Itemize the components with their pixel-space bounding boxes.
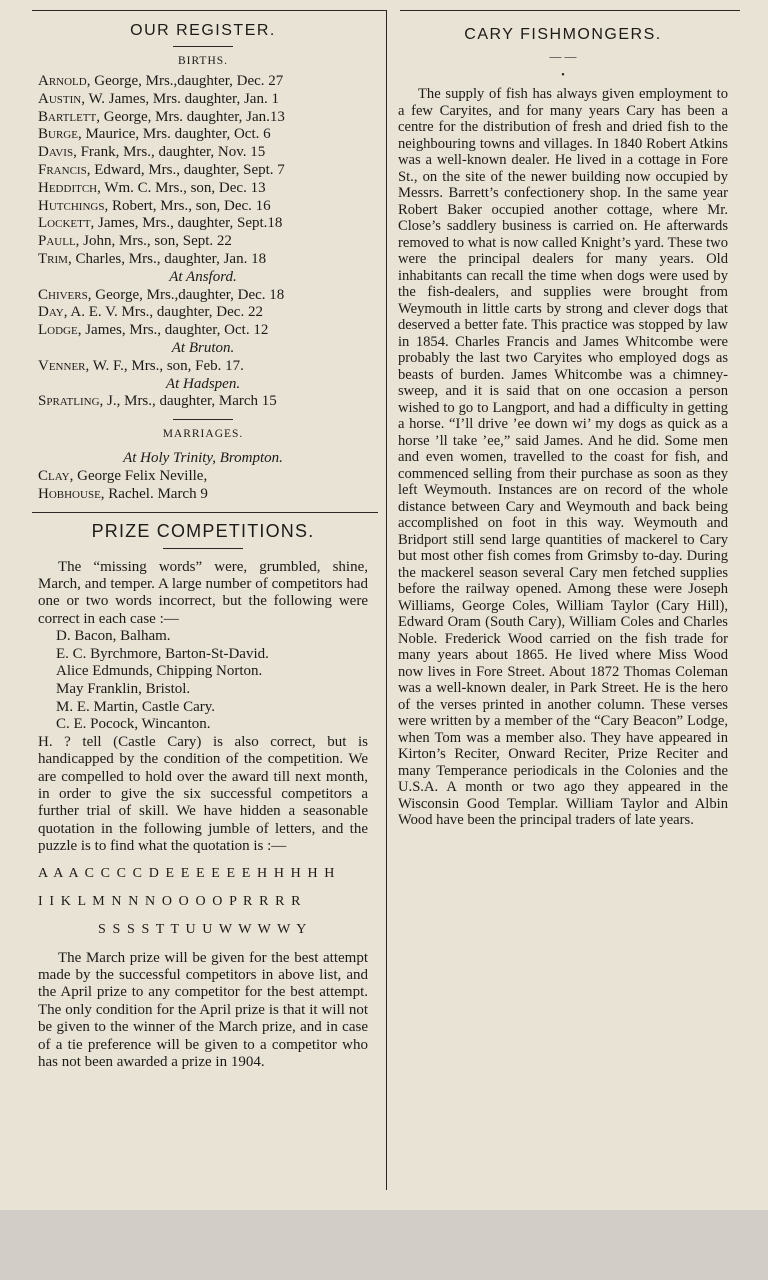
birth-entry: Davis, Frank, Mrs., daughter, Nov. 15: [38, 144, 266, 161]
birth-entry: Venner, W. F., Mrs., son, Feb. 17.: [38, 357, 244, 374]
register-title: OUR REGISTER.: [130, 22, 276, 39]
marriage-entry: Hobhouse, Rachel. March 9: [38, 485, 208, 502]
ornament-dot: •: [561, 70, 565, 81]
top-rule-right: [400, 10, 740, 11]
birth-entry: Trim, Charles, Mrs., daughter, Jan. 18: [38, 250, 267, 267]
birth-entry: Paull, John, Mrs., son, Sept. 22: [38, 233, 232, 250]
winner-item: Alice Edmunds, Chipping Norton.: [56, 663, 263, 680]
fish-title-dash: — —: [549, 49, 577, 63]
winner-item: E. C. Byrchmore, Barton-St-David.: [56, 645, 269, 662]
births-heading: BIRTHS.: [177, 55, 229, 67]
births-list: [38, 73, 368, 411]
prize-title-rule: [163, 548, 243, 549]
prize-closing: The March prize will be given for the best attempt made by the successful competitors in above list, and the April prize to any competitor for the best attempt. The only condition for the April prize is that it will not be given to the winner of the March prize, and in case of a tie preference will be given to a competitor who has not been awarded a prize in 1904.: [38, 949, 368, 1070]
birth-entry: Burge, Maurice, Mrs. daughter, Oct. 6: [38, 126, 271, 143]
prize-intro: The “missing words” were, grumbled, shine, March, and temper. A large number of competitors had one or two words incorrect, but the following were correct in each case :—: [38, 558, 368, 627]
fish-article-body: The supply of fish has always given employment to a few Caryites, and for many years Cary has been a centre for the distribution of fresh and dried fish to the neighbouring towns and villages. In 1840 Robert Atkins was a well-known dealer. He lived in a cottage in Fore St., on the site of the newer building now occupied by Messrs. Barrett’s confectionery shop. In the same year Robert Baker occupied another cottage, where Mr. Close’s saddlery business is carried on. He afterwards removed to what is now called Knight’s yard. These two were the principal dealers for many years. Old inhabitants can recall the time when dogs were used by the fish-dealers, and supplies were brought from Weymouth in little carts by strong and clever dogs that deserved a better fate. This practice was stopped by law in 1854. Charles Francis and James Whitcombe were probably the last two Caryites who employed dogs as beasts of burden. James Whitcombe was a chimney-sweep, and it is said that on one occasion a person wished to go to Langport, and had a difficulty in getting a horse. “I’ll drive ’ee down wi’ my dogs as quick as a horse ’ll take ’ee,” said James. And he did. Some men and even women, travelled to the coast for fish, and commenced selling from their purchase as soon as they left Weymouth. Instances are on record of the whole distance between Cary and Weymouth and back being accomplished on foot in this way. Weymouth and Bridport still send large quantities of mackerel to Cary but most other fish comes from Grimsby to-day. During the mackerel season several Cary men fetched supplies before the railway opened. Among these were Joseph Williams, George Coles, William Taylor (Cary Hill), Edward Oram (South Cary), William Coles and Charles Noble. Frederick Wood carried on the fish trade for many years about 1865. He lived where Miss Wood now lives in Fore Street. About 1872 Thomas Coleman was a well-known dealer, in Park Street. He is the hero of the verses printed in another column. These verses were written by a member of the “Cary Beacon” Lodge, when Tom was a member also. They have appeared in Kirton’s Reciter, Onward Reciter, Prize Reciter and many Temperance periodicals in the Colonies and the U.S.A. A month or two ago they appeared in the Wisconsin Good Templar. William Taylor and Albin Wood have been the principal traders of late years.: [398, 86, 728, 828]
prize-title: PRIZE COMPETITIONS.: [91, 520, 315, 541]
birth-entry: Chivers, George, Mrs.,daughter, Dec. 18: [38, 286, 285, 303]
left-column: [38, 18, 368, 1071]
section-separator: [32, 512, 378, 513]
marriage-place: At Holy Trinity, Brompton.: [123, 450, 283, 467]
birth-entry: Day, A. E. V. Mrs., daughter, Dec. 22: [38, 304, 263, 321]
place-ansford: At Ansford.: [169, 268, 237, 285]
birth-entry: Austin, W. James, Mrs. daughter, Jan. 1: [38, 90, 279, 107]
birth-entry: Arnold, George, Mrs.,daughter, Dec. 27: [38, 73, 284, 89]
birth-entry: Lodge, James, Mrs., daughter, Oct. 12: [38, 322, 269, 339]
page-edge: [0, 1210, 768, 1280]
birth-entry: Lockett, James, Mrs., daughter, Sept.18: [38, 215, 283, 232]
prize-follow: H. ? tell (Castle Cary) is also correct, but is handicapped by the condition of the competition. We are compelled to hold over the award till next month, in order to give the six successful competitors a further trial of skill. We have hidden a seasonable quotation in the following jumble of letters, and the puzzle is to find what the quotation is :—: [38, 733, 368, 855]
marriage-entry: Clay, George Felix Neville,: [38, 467, 208, 484]
letter-jumble-line: A A A C C C C D E E E E E E H H H H H: [38, 865, 336, 881]
column-divider: [386, 10, 387, 1190]
register-title-rule: [173, 46, 233, 47]
top-rule-left: [32, 10, 386, 11]
winner-item: M. E. Martin, Castle Cary.: [56, 698, 216, 715]
marriages-rule: [173, 419, 233, 420]
place-bruton: At Bruton.: [171, 339, 235, 356]
birth-entry: Hutchings, Robert, Mrs., son, Dec. 16: [38, 197, 271, 214]
fish-title: CARY FISHMONGERS.: [464, 26, 662, 43]
birth-entry: Spratling, J., Mrs., daughter, March 15: [38, 393, 277, 410]
winners-list: [38, 628, 368, 734]
winner-item: C. E. Pocock, Wincanton.: [56, 716, 211, 733]
marriages-heading: MARRIAGES.: [162, 428, 244, 441]
birth-entry: Bartlett, George, Mrs. daughter, Jan.13: [38, 108, 285, 125]
birth-entry: Francis, Edward, Mrs., daughter, Sept. 7: [38, 161, 285, 178]
winner-item: May Franklin, Bristol.: [56, 680, 191, 697]
letter-jumble-line: S S S S T T U U W W W W Y: [98, 921, 308, 937]
birth-entry: Hedditch, Wm. C. Mrs., son, Dec. 13: [38, 179, 266, 196]
place-hadspen: At Hadspen.: [165, 375, 241, 392]
right-column: [398, 18, 728, 829]
winner-item: D. Bacon, Balham.: [56, 628, 171, 645]
letter-jumble-line: I I K L M N N N O O O O P R R R R: [38, 893, 303, 909]
